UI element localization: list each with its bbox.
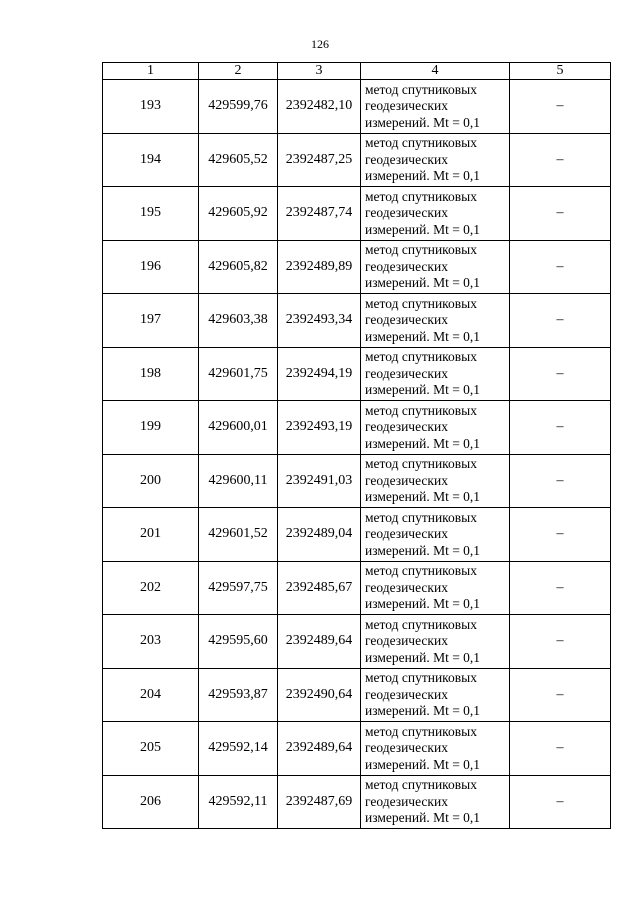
point-number-cell: 205 bbox=[103, 722, 199, 776]
column-header-4: 4 bbox=[361, 63, 510, 80]
table-row bbox=[103, 294, 611, 348]
coordinate-x-cell: 429605,92 bbox=[199, 187, 278, 241]
method-cell bbox=[361, 187, 510, 241]
method-cell bbox=[361, 508, 510, 562]
method-text: метод спутниковых геодезических измерений. Mt = 0,1 bbox=[365, 81, 481, 130]
coordinate-y-cell: 2392487,69 bbox=[278, 775, 361, 829]
note-cell: – bbox=[510, 775, 611, 829]
coordinate-x-cell: 429605,52 bbox=[199, 133, 278, 187]
coordinate-y-cell: 2392489,04 bbox=[278, 508, 361, 562]
coordinate-y-cell: 2392493,19 bbox=[278, 401, 361, 455]
point-number-cell: 196 bbox=[103, 240, 199, 294]
coordinate-y-cell: 2392491,03 bbox=[278, 454, 361, 508]
coordinate-y-cell: 2392489,64 bbox=[278, 615, 361, 669]
coordinate-y-cell: 2392482,10 bbox=[278, 80, 361, 134]
method-text: метод спутниковых геодезических измерений. Mt = 0,1 bbox=[365, 723, 481, 772]
method-text: метод спутниковых геодезических измерений. Mt = 0,1 bbox=[365, 563, 481, 611]
method-cell bbox=[361, 561, 510, 615]
method-text: метод спутниковых геодезических измерений. Mt = 0,1 bbox=[365, 670, 481, 718]
method-text: метод спутниковых геодезических измерений. Mt = 0,1 bbox=[365, 456, 481, 504]
coordinate-x-cell: 429600,01 bbox=[199, 401, 278, 455]
coordinate-x-cell: 429593,87 bbox=[199, 668, 278, 722]
column-header-2: 2 bbox=[199, 63, 278, 80]
note-cell: – bbox=[510, 508, 611, 562]
table-row bbox=[103, 615, 611, 669]
column-header-5: 5 bbox=[510, 63, 611, 80]
method-cell bbox=[361, 775, 510, 829]
coordinate-y-cell: 2392487,74 bbox=[278, 187, 361, 241]
note-cell: – bbox=[510, 133, 611, 187]
table-row bbox=[103, 401, 611, 455]
coordinate-x-cell: 429595,60 bbox=[199, 615, 278, 669]
coordinate-y-cell: 2392485,67 bbox=[278, 561, 361, 615]
coordinate-y-cell: 2392494,19 bbox=[278, 347, 361, 401]
coordinate-x-cell: 429601,75 bbox=[199, 347, 278, 401]
table-row bbox=[103, 133, 611, 187]
point-number-cell: 200 bbox=[103, 454, 199, 508]
point-number-cell: 193 bbox=[103, 80, 199, 134]
method-text: метод спутниковых геодезических измерений. Mt = 0,1 bbox=[365, 616, 481, 665]
note-cell: – bbox=[510, 187, 611, 241]
note-cell: – bbox=[510, 294, 611, 348]
point-number-cell: 202 bbox=[103, 561, 199, 615]
note-cell: – bbox=[510, 454, 611, 508]
table-body bbox=[103, 80, 611, 829]
table-row bbox=[103, 722, 611, 776]
point-number-cell: 198 bbox=[103, 347, 199, 401]
table-row bbox=[103, 454, 611, 508]
table-header bbox=[103, 63, 611, 80]
point-number-cell: 204 bbox=[103, 668, 199, 722]
point-number-cell: 194 bbox=[103, 133, 199, 187]
method-cell bbox=[361, 668, 510, 722]
method-cell bbox=[361, 240, 510, 294]
table-row bbox=[103, 775, 611, 829]
coordinate-y-cell: 2392489,89 bbox=[278, 240, 361, 294]
coordinate-y-cell: 2392487,25 bbox=[278, 133, 361, 187]
method-cell bbox=[361, 294, 510, 348]
coordinate-x-cell: 429603,38 bbox=[199, 294, 278, 348]
method-cell bbox=[361, 401, 510, 455]
note-cell: – bbox=[510, 347, 611, 401]
note-cell: – bbox=[510, 561, 611, 615]
coordinate-x-cell: 429605,82 bbox=[199, 240, 278, 294]
coordinate-x-cell: 429601,52 bbox=[199, 508, 278, 562]
note-cell: – bbox=[510, 80, 611, 134]
method-text: метод спутниковых геодезических измерений. Mt = 0,1 bbox=[365, 295, 481, 344]
coordinate-y-cell: 2392493,34 bbox=[278, 294, 361, 348]
column-header-3: 3 bbox=[278, 63, 361, 80]
method-text: метод спутниковых геодезических измерений. Mt = 0,1 bbox=[365, 777, 481, 825]
note-cell: – bbox=[510, 615, 611, 669]
note-cell: – bbox=[510, 240, 611, 294]
method-cell bbox=[361, 454, 510, 508]
coordinate-x-cell: 429599,76 bbox=[199, 80, 278, 134]
method-cell bbox=[361, 133, 510, 187]
table-row bbox=[103, 668, 611, 722]
table-row bbox=[103, 347, 611, 401]
method-text: метод спутниковых геодезических измерений. Mt = 0,1 bbox=[365, 242, 481, 290]
coordinates-table bbox=[102, 62, 611, 829]
method-text: метод спутниковых геодезических измерений. Mt = 0,1 bbox=[365, 402, 481, 451]
table-row bbox=[103, 508, 611, 562]
coordinate-x-cell: 429592,11 bbox=[199, 775, 278, 829]
method-cell bbox=[361, 615, 510, 669]
point-number-cell: 195 bbox=[103, 187, 199, 241]
method-text: метод спутниковых геодезических измерений. Mt = 0,1 bbox=[365, 509, 481, 558]
page-number: 126 bbox=[311, 37, 329, 51]
note-cell: – bbox=[510, 722, 611, 776]
method-text: метод спутниковых геодезических измерений. Mt = 0,1 bbox=[365, 135, 481, 183]
point-number-cell: 201 bbox=[103, 508, 199, 562]
point-number-cell: 199 bbox=[103, 401, 199, 455]
table-row bbox=[103, 240, 611, 294]
method-text: метод спутниковых геодезических измерений. Mt = 0,1 bbox=[365, 188, 481, 237]
table-row bbox=[103, 80, 611, 134]
coordinate-x-cell: 429592,14 bbox=[199, 722, 278, 776]
note-cell: – bbox=[510, 401, 611, 455]
coordinate-x-cell: 429600,11 bbox=[199, 454, 278, 508]
coordinate-x-cell: 429597,75 bbox=[199, 561, 278, 615]
point-number-cell: 203 bbox=[103, 615, 199, 669]
method-cell bbox=[361, 80, 510, 134]
coordinate-y-cell: 2392489,64 bbox=[278, 722, 361, 776]
point-number-cell: 206 bbox=[103, 775, 199, 829]
table-row bbox=[103, 187, 611, 241]
table-row bbox=[103, 561, 611, 615]
method-cell bbox=[361, 347, 510, 401]
point-number-cell: 197 bbox=[103, 294, 199, 348]
method-text: метод спутниковых геодезических измерений. Mt = 0,1 bbox=[365, 349, 481, 397]
note-cell: – bbox=[510, 668, 611, 722]
header-row bbox=[103, 63, 611, 80]
method-cell bbox=[361, 722, 510, 776]
column-header-1: 1 bbox=[103, 63, 199, 80]
coordinate-y-cell: 2392490,64 bbox=[278, 668, 361, 722]
